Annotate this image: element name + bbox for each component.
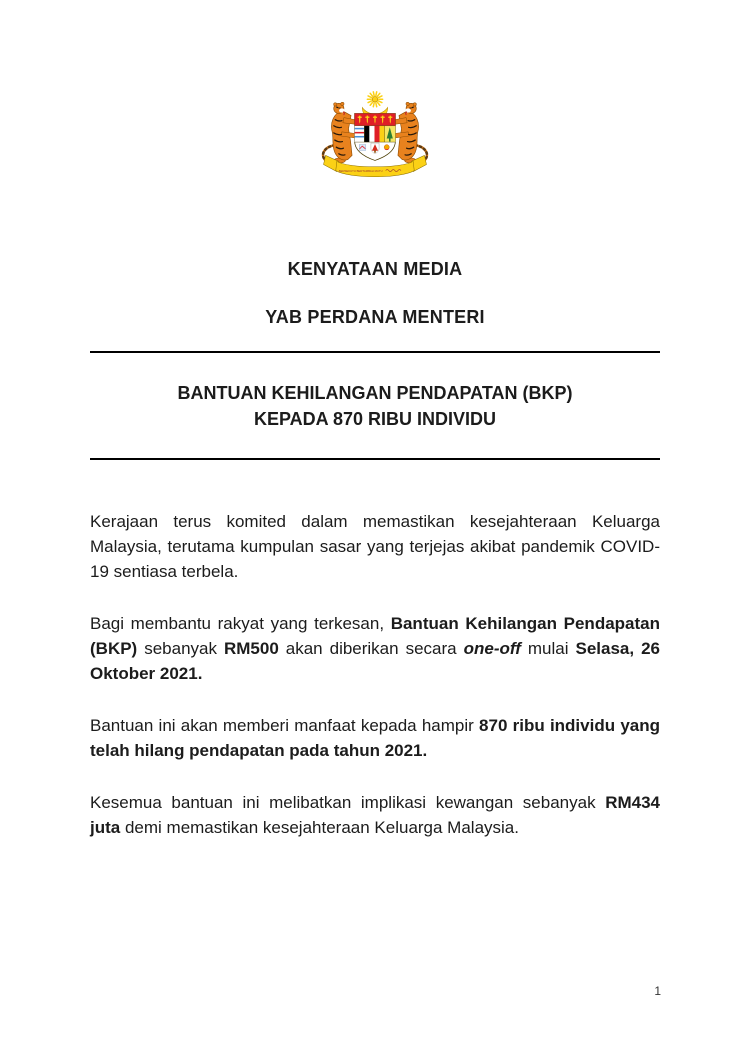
title-line-1: BANTUAN KEHILANGAN PENDAPATAN (BKP) — [177, 383, 573, 403]
text-run: Bantuan ini akan memberi manfaat kepada hampir — [90, 716, 480, 735]
text-run: Bagi membantu rakyat yang terkesan, — [90, 614, 391, 633]
document-header — [0, 258, 750, 328]
text-run: Bantuan Kehilangan Pendapatan (BKP) — [90, 614, 660, 658]
document-title — [90, 380, 660, 432]
text-run: mulai — [520, 639, 576, 658]
paragraph-1 — [90, 509, 660, 584]
text-run: demi memastikan kesejahteraan Keluarga Malaysia. — [120, 818, 519, 837]
malaysia-coat-of-arms — [311, 84, 439, 191]
crest-motto-text: BERSEKUTU BERTAMBAH MUTU — [338, 169, 383, 174]
heading-yab-perdana-menteri: YAB PERDANA MENTERI — [265, 307, 485, 327]
content-column — [90, 351, 660, 840]
text-run: Selasa, 26 Oktober 2021. — [90, 639, 660, 683]
crest-container — [0, 0, 750, 196]
text-run: akan diberikan secara — [278, 639, 464, 658]
text-run: Kerajaan terus komited dalam memastikan kesejahteraan Keluarga Malaysia, terutama kumpulan sasar yang terjejas akibat pandemik COVID-19 sentiasa terbela. — [90, 512, 660, 581]
text-run: sebanyak — [137, 639, 224, 658]
body-text — [90, 509, 660, 840]
text-run: 870 ribu individu yang telah hilang pendapatan pada tahun 2021. — [90, 716, 660, 760]
text-run: RM500 — [223, 639, 279, 658]
heading-kenyataan-media: KENYATAAN MEDIA — [287, 259, 463, 279]
divider-top — [90, 351, 660, 353]
divider-below-title — [90, 458, 660, 460]
page-number: 1 — [654, 984, 661, 998]
paragraph-2 — [90, 611, 660, 686]
text-run: RM434 juta — [90, 793, 660, 837]
paragraph-4 — [90, 790, 660, 840]
text-run: Kesemua bantuan ini melibatkan implikasi kewangan sebanyak — [90, 793, 606, 812]
title-line-2: KEPADA 870 RIBU INDIVIDU — [253, 409, 497, 429]
paragraph-3 — [90, 713, 660, 763]
text-run: one-off — [463, 639, 521, 658]
